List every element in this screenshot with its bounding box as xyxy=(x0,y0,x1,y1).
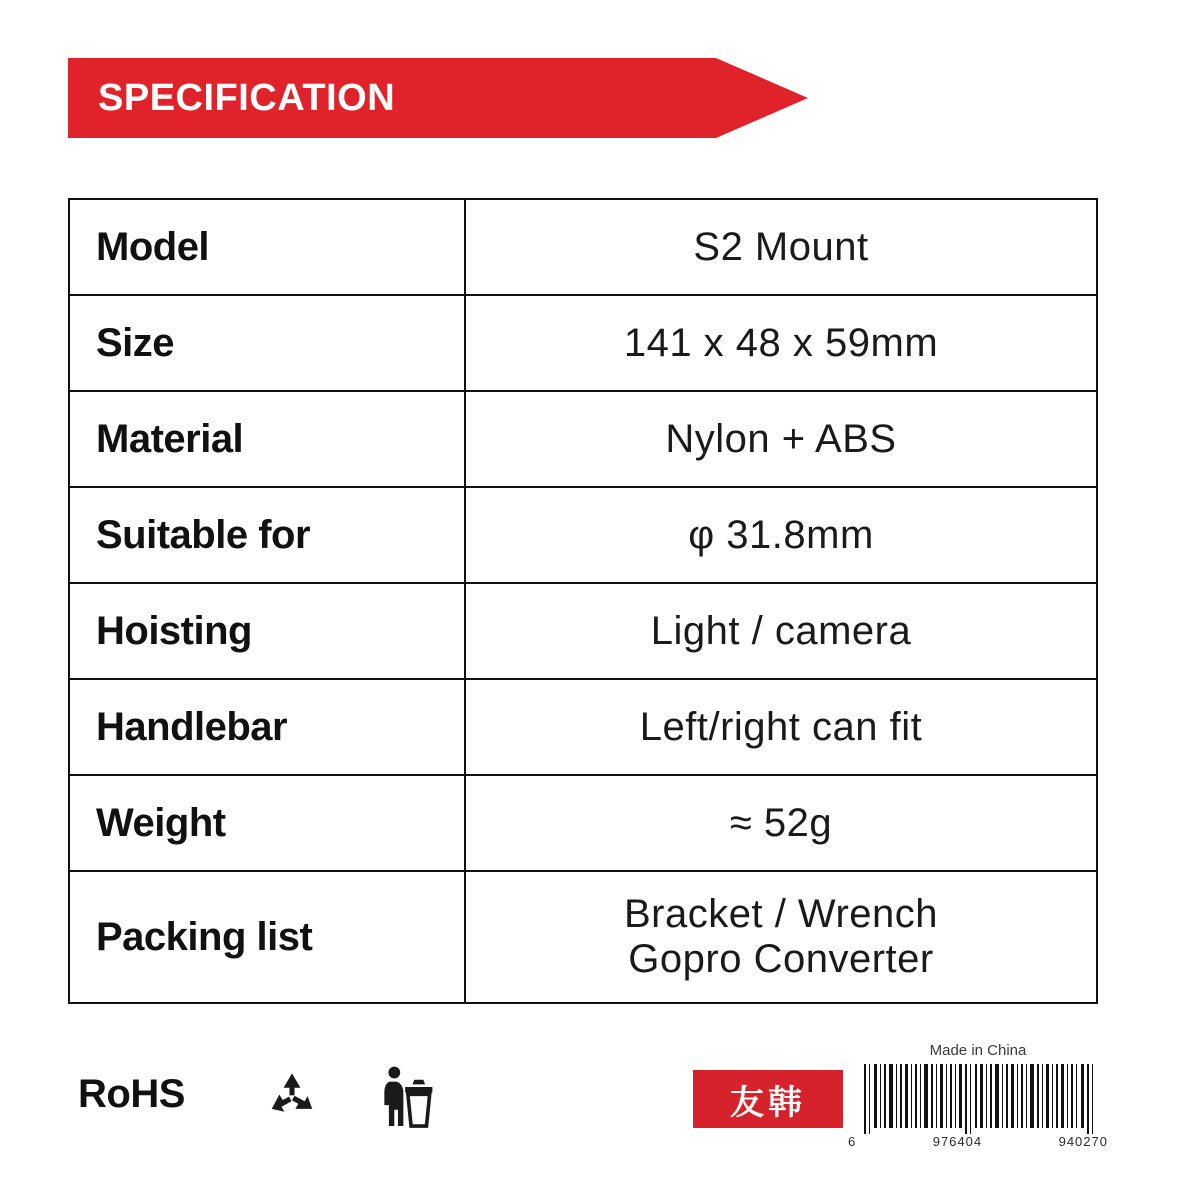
spec-value-line-2: Gopro Converter xyxy=(628,937,934,981)
spec-value xyxy=(465,871,1097,1003)
spec-value: Nylon + ABS xyxy=(465,391,1097,487)
table-row xyxy=(69,199,1097,295)
table-row xyxy=(69,583,1097,679)
barcode-digits-group2: 940270 xyxy=(1058,1134,1108,1149)
page-title: SPECIFICATION xyxy=(98,77,396,119)
rohs-label: RoHS xyxy=(78,1072,185,1116)
brand-logo xyxy=(693,1070,843,1128)
table-row xyxy=(69,871,1097,1003)
recycle-icon xyxy=(265,1070,319,1124)
waste-bin-icon xyxy=(378,1064,436,1130)
table-row xyxy=(69,775,1097,871)
spec-value: φ 31.8mm xyxy=(465,487,1097,583)
barcode-digits-group1: 976404 xyxy=(932,1134,983,1149)
spec-value-line-1: Bracket / Wrench xyxy=(623,892,939,937)
specification-banner xyxy=(68,58,808,138)
brand-logo-text: 友韩 xyxy=(730,1082,806,1123)
table-row xyxy=(69,391,1097,487)
specification-table xyxy=(68,198,1098,1004)
spec-label: Model xyxy=(69,199,465,295)
spec-label: Size xyxy=(69,295,465,391)
spec-value: ≈ 52g xyxy=(465,775,1097,871)
table-row xyxy=(69,295,1097,391)
spec-label: Packing list xyxy=(69,871,465,1003)
barcode xyxy=(858,1064,1098,1134)
barcode-digit-left: 6 xyxy=(848,1134,857,1149)
spec-value: 141 x 48 x 59mm xyxy=(465,295,1097,391)
table-row xyxy=(69,679,1097,775)
spec-label: Hoisting xyxy=(69,583,465,679)
spec-label: Suitable for xyxy=(69,487,465,583)
made-in-label: Made in China xyxy=(929,1042,1027,1059)
spec-label: Weight xyxy=(69,775,465,871)
spec-value: Light / camera xyxy=(465,583,1097,679)
spec-label: Material xyxy=(69,391,465,487)
spec-value: Left/right can fit xyxy=(465,679,1097,775)
spec-label: Handlebar xyxy=(69,679,465,775)
footer xyxy=(68,1042,1108,1162)
barcode-digits xyxy=(848,1134,1108,1149)
spec-value: S2 Mount xyxy=(465,199,1097,295)
table-row xyxy=(69,487,1097,583)
